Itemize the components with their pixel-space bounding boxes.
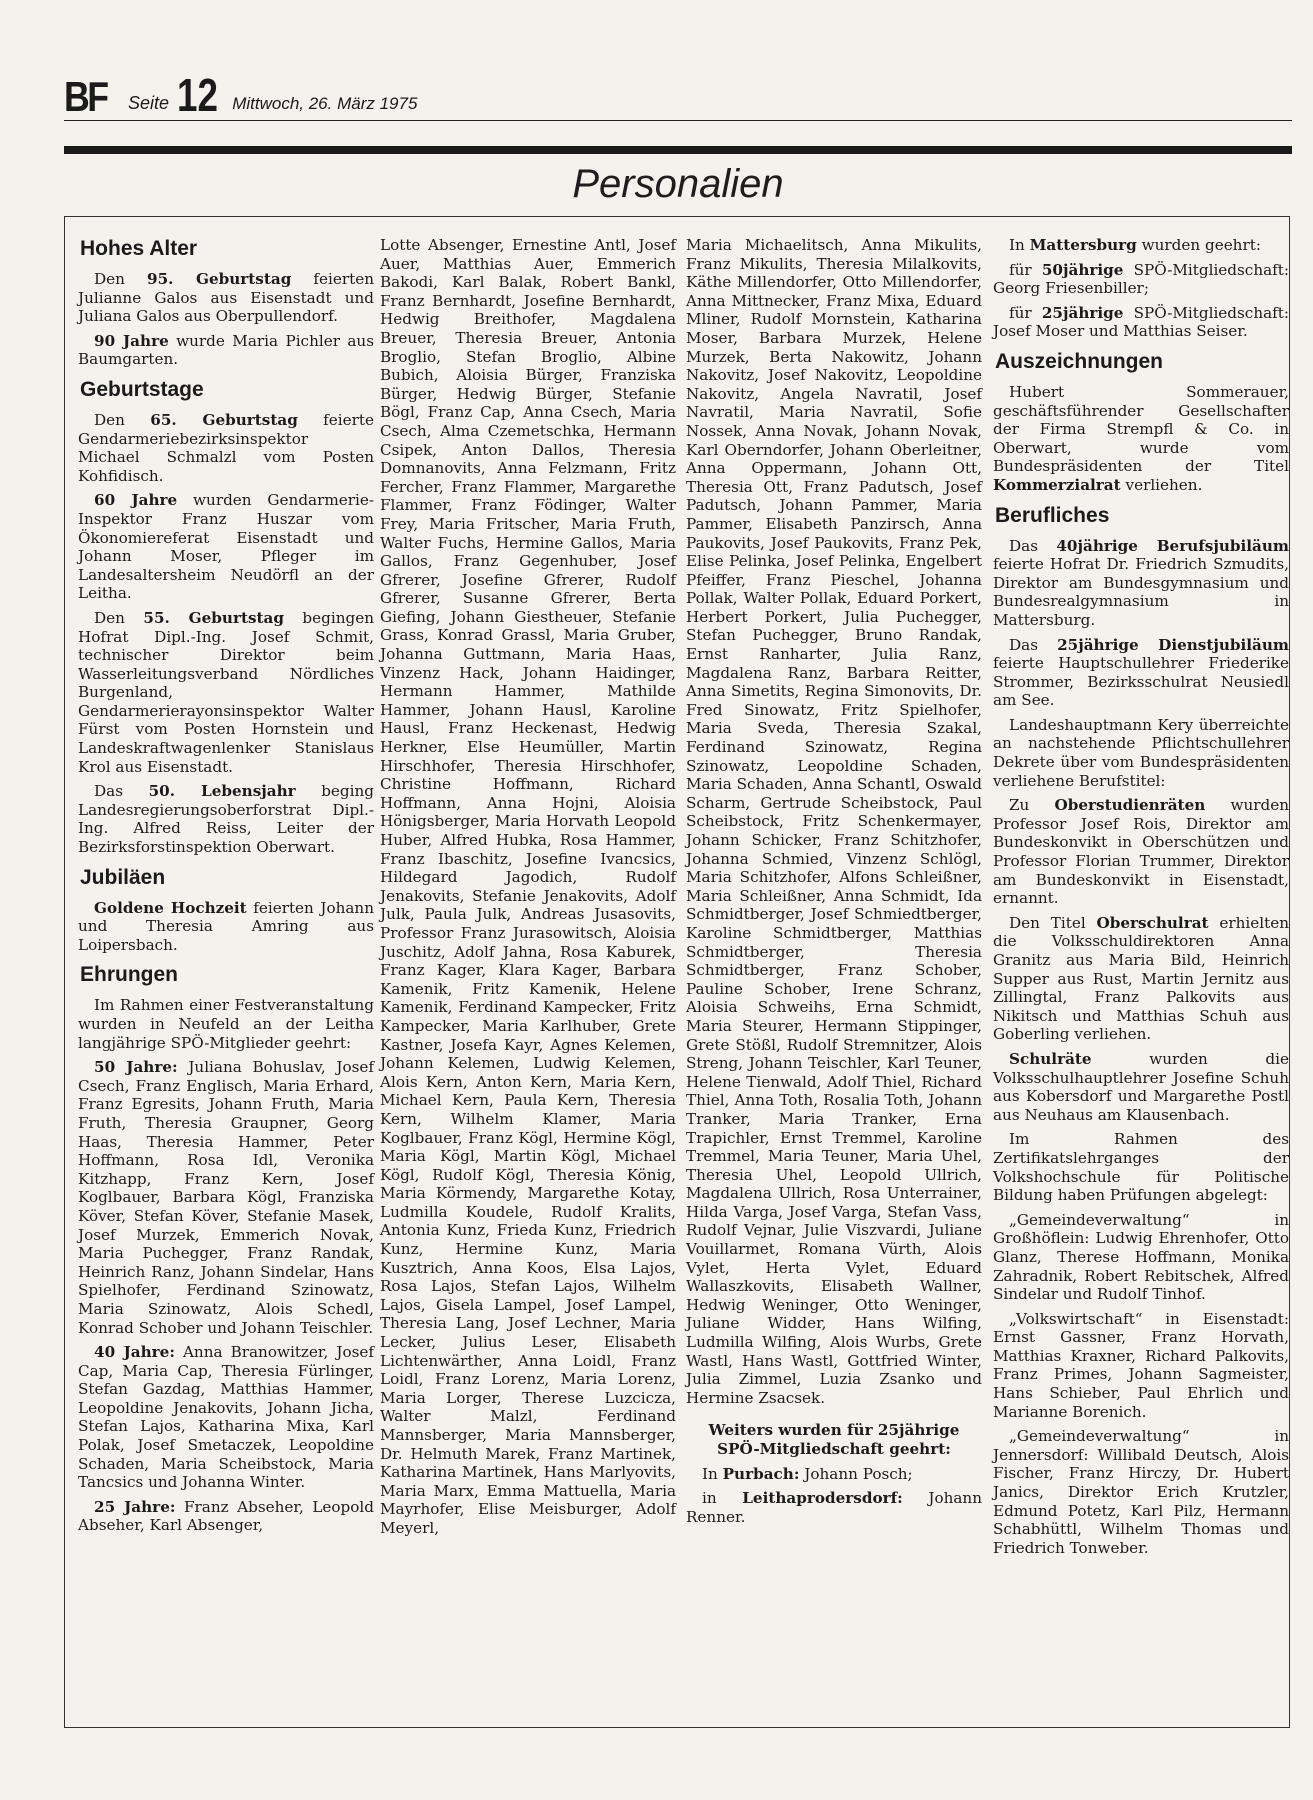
heading-jubilaeen: Jubiläen xyxy=(80,865,166,889)
paragraph xyxy=(993,383,1289,495)
text: In xyxy=(702,1464,723,1483)
bold-text: 50 Jahre: xyxy=(94,1058,178,1077)
text: SPÖ-Mitgliedschaft: Georg Friesenbiller; xyxy=(993,260,1289,298)
text: wurden Gendarmerie-Inspektor Franz Huszar vom Ökonomiereferat Eisenstadt und Johann Moser, Pfleger im Landesaltersheim Neudörfl an der Leitha. xyxy=(78,491,374,603)
text: Johann Posch; xyxy=(799,1464,913,1483)
paragraph: Landeshauptmann Kery überreichte an nachstehende Pflichtschullehrer Dekrete über vom Bundespräsidenten verliehene Berufstitel: xyxy=(993,715,1289,790)
paragraph xyxy=(78,782,374,856)
name-list: Lotte Absenger, Ernestine Antl, Josef Auer, Matthias Auer, Emmerich Bakodi, Karl Balak, Robert Bankl, Franz Bernhardt, Josefine Bernhardt, Hedwig Breithofer, Magdalena Breuer, Theresia Breuer, Antonia Broglio, Stefan Broglio, Albine Bubich, Aloisia Bürger, Franziska Bürger, Hedwig Bürger, Stefanie Bögl, Franz Cap, Anna Csech, Maria Csech, Alma Czemetschka, Hermann Csipek, Anton Dallos, Theresia Domnanovits, Anna Felzmann, Fritz Fercher, Franz Flammer, Margarethe Flammer, Franz Födinger, Walter Frey, Maria Fritscher, Maria Fruth, Walter Fuchs, Hermine Gallos, Maria Gallos, Franz Gegenhuber, Josef Gfrerer, Josefine Gfrerer, Rudolf Gfrerer, Susanne Gfrerer, Berta Giefing, Johann Giestheuer, Stefanie Grass, Konrad Grassl, Maria Gruber, Johanna Guttmann, Maria Haas, Vinzenz Hack, Johann Haidinger, Hermann Hammer, Mathilde Hammer, Johann Hausl, Karoline Hausl, Franz Heckenast, Hedwig Herkner, Else Heumüller, Martin Hirschhofer, Theresia Hirschhofer, Christine Hoffmann, Richard Hoffmann, Anna Hojni, Aloisia Hönigsberger, Maria Horvath Leopold Huber, Alfred Hubka, Rosa Hammer, Franz Ibaschitz, Josefine Ivancsics, Hildegard Jagodich, Rudolf Jenakovits, Stefanie Jenakovits, Adolf Julk, Paula Julk, Andreas Jusasovits, Professor Franz Jurasowitsch, Aloisia Juschitz, Adolf Jahna, Rosa Kaburek, Franz Kager, Klara Kager, Barbara Kamenik, Fritz Kamenik, Helene Kamenik, Ferdinand Kampecker, Fritz Kampecker, Maria Karlhuber, Grete Kastner, Josefa Kayr, Agnes Kelemen, Johann Kelemen, Ludwig Kelemen, Alois Kern, Anton Kern, Maria Kern, Michael Kern, Paula Kern, Theresia Kern, Wilhelm Klamer, Maria Koglbauer, Franz Kögl, Hermine Kögl, Maria Kögl, Martin Kögl, Michael Kögl, Rudolf Kögl, Theresia König, Maria Körmendy, Margarethe Kotay, Ludmilla Koudele, Rudolf Kralits, Antonia Kunz, Frieda Kunz, Friedrich Kunz, Hermine Kunz, Maria Kusztrich, Anna Koos, Elsa Lajos, Rosa Lajos, Stefan Lajos, Wilhelm Lajos, Gisela Lampel, Josef Lampel, Theresia Lang, Josef Lechner, Maria Lecker, Julius Leser, Elisabeth Lichtenwärther, Anna Loidl, Franz Loidl, Franz Lorenz, Maria Lorenz, Maria Lorger, Therese Luzcicza, Walter Malzl, Ferdinand Mannsberger, Maria Mannsberger, Dr. Helmuth Marek, Franz Martinek, Katharina Martinek, Hans Marlyovits, Maria Marx, Emma Mattuella, Maria Mayrhofer, Elise Meisburger, Adolf Meyerl, xyxy=(380,236,676,1537)
paragraph xyxy=(993,1050,1289,1124)
text: feierten Julianne Galos aus Eisenstadt und Juliana Galos aus Oberpullendorf. xyxy=(78,270,374,326)
paragraph xyxy=(993,304,1289,341)
column-2 xyxy=(380,236,676,1544)
text: feierte Gendarmeriebezirksinspektor Michael Schmalzl vom Posten Kohfidisch. xyxy=(78,410,374,485)
column-1 xyxy=(78,236,374,1541)
text: wurden Professor Josef Rois, Direktor am Bundeskonvikt in Oberschützen und Professor Florian Trummer, Direktor am Bundeskonvikt in Eisenstadt, ernannt. xyxy=(993,796,1289,908)
bold-text: 25 Jahre: xyxy=(94,1497,176,1516)
paragraph xyxy=(993,796,1289,908)
text: feierte Hauptschullehrer Friederike Strommer, Bezirksschulrat Neusiedl am See. xyxy=(993,654,1289,710)
bold-text: 65. Geburtstag xyxy=(150,410,298,429)
column-3 xyxy=(686,236,982,1532)
text: Hubert Sommerauer, geschäftsführender Gesellschafter der Firma Strempfl & Co. in Oberwart, wurde vom Bundespräsidenten der Titel xyxy=(993,382,1289,476)
text: Juliana Bohuslav, Josef Csech, Franz Englisch, Maria Erhard, Franz Egresits, Johann Fruth, Maria Fruth, Theresia Graupner, Georg Haas, Theresia Hammer, Peter Hoffmann, Rosa Idl, Veronika Kitzhapp, Franz Kern, Josef Koglbauer, Barbara Kögl, Franziska Köver, Stefan Köver, Stefanie Masek, Josef Murzek, Emmerich Novak, Maria Puchegger, Franz Randak, Heinrich Ranz, Johann Sindelar, Hans Spielhofer, Ferdinand Szinowatz, Maria Szinowatz, Alois Schedl, Konrad Schober und Johann Teischler. xyxy=(78,1058,375,1337)
paragraph xyxy=(993,636,1289,710)
text: In xyxy=(1009,236,1030,254)
paragraph xyxy=(686,1489,982,1526)
bold-text: Oberschulrat xyxy=(1096,913,1209,932)
text: Johann Renner. xyxy=(686,1489,982,1526)
text: wurde Maria Pichler aus Baumgarten. xyxy=(78,331,374,369)
bold-text: 50jährige xyxy=(1041,260,1124,279)
paragraph xyxy=(78,1343,374,1492)
text: für xyxy=(1009,303,1042,322)
bold-text: Schulräte xyxy=(1009,1049,1092,1068)
bold-text: Mattersburg xyxy=(1029,236,1137,254)
bold-text: Leithaprodersdorf: xyxy=(742,1489,903,1508)
paragraph xyxy=(78,899,374,955)
issue-date: Mittwoch, 26. März 1975 xyxy=(232,94,418,113)
paragraph xyxy=(78,1498,374,1535)
page-number: 12 xyxy=(177,69,218,121)
name-list: Maria Michaelitsch, Anna Mikulits, Franz Mikulits, Theresia Milalkovits, Käthe Millendorfer, Otto Millendorfer, Anna Mittnecker, Franz Mixa, Eduard Mliner, Rudolf Mornstein, Katharina Moser, Barbara Murzek, Helene Murzek, Berta Nakowitz, Johann Nakovitz, Josef Nakovitz, Leopoldine Nakovitz, Angela Navratil, Josef Navratil, Maria Navratil, Sofie Nossek, Anna Novak, Johann Novak, Karl Oberndorfer, Johann Oberleitner, Anna Oppermann, Johann Ott, Theresia Ott, Franz Padutsch, Josef Padutsch, Johann Pammer, Maria Pammer, Elisabeth Panzirsch, Anna Paukovits, Josef Paukovits, Franz Pek, Elise Pelinka, Josef Pelinka, Engelbert Pfeiffer, Franz Pieschel, Johanna Pollak, Walter Pollak, Eduard Porkert, Herbert Porkert, Julia Puchegger, Stefan Puchegger, Bruno Randak, Ernst Ranharter, Julia Ranz, Magdalena Ranz, Barbara Reitter, Anna Simetits, Regina Simonovits, Dr. Fred Sinowatz, Fritz Spielhofer, Maria Sveda, Theresia Szakal, Ferdinand Szinowatz, Regina Szinowatz, Leopoldine Schaden, Maria Schaden, Anna Schantl, Oswald Scharm, Gertrude Scheibstock, Paul Scheibstock, Fritz Schenkermayer, Johann Schicker, Franz Schitzhofer, Johanna Schmied, Vinzenz Schlögl, Maria Schitzhofer, Alfons Schleißner, Maria Schleißner, Anna Schmidt, Ida Schmidtberger, Josef Schmiedtberger, Karoline Schmidtberger, Matthias Schmidtberger, Theresia Schmidtberger, Franz Schober, Pauline Schober, Irene Schranz, Aloisia Schweihs, Erna Schmidt, Maria Steurer, Hermann Stippinger, Grete Stößl, Rudolf Stremnitzer, Alois Streng, Johann Teischler, Karl Teuner, Helene Tienwald, Adolf Thiel, Richard Thiel, Anna Toth, Rosalia Toth, Johann Tranker, Maria Tranker, Erna Trapichler, Ernst Tremmel, Karoline Tremmel, Maria Teuner, Maria Uhel, Theresia Uhel, Leopold Ullrich, Magdalena Ullrich, Rosa Unterrainer, Hilda Varga, Josef Varga, Stefan Vass, Rudolf Vejnar, Julie Viszvardi, Juliane Vouillarmet, Romana Vürth, Alois Vylet, Herta Vylet, Eduard Wallaszkovits, Elisabeth Wallner, Hedwig Weninger, Otto Weninger, Juliane Widder, Hans Wilfing, Ludmilla Wilfing, Alois Wurbs, Grete Wastl, Hans Wastl, Gottfried Winter, Julia Zimmel, Luzia Zsanko und Hermine Zsacsek. xyxy=(686,236,982,1407)
text: wurden die Volksschulhauptlehrer Josefine Schuh aus Kobersdorf und Margarethe Postl aus Neuhaus am Klausenbach. xyxy=(993,1049,1289,1124)
paragraph: „Gemeindeverwaltung“ in Großhöflein: Ludwig Ehrenhofer, Otto Glanz, Therese Hoffmann, Monika Zahradnik, Robert Rebitschek, Alfred Sindelar und Rudolf Tinhof. xyxy=(993,1210,1289,1304)
text: Anna Branowitzer, Josef Cap, Maria Cap, Theresia Fürlinger, Stefan Gazdag, Matthias Hammer, Leopoldine Jenakovits, Johann Jicha, Stefan Lajos, Katharina Mixa, Karl Polak, Josef Smetaczek, Leopoldine Schaden, Maria Scheibstock, Maria Tancsics und Johanna Winter. xyxy=(78,1343,374,1492)
bold-text: 60 Jahre xyxy=(94,491,178,510)
paragraph: „Volkswirtschaft“ in Eisenstadt: Ernst Gassner, Franz Horvath, Matthias Kraxner, Richard Palkovits, Franz Primes, Johann Sagmeister, Hans Schieber, Paul Ehrlich und Marianne Borenich. xyxy=(993,1309,1289,1421)
text: in xyxy=(702,1489,743,1508)
text: Den Titel xyxy=(1009,913,1097,932)
bold-text: Oberstudienräten xyxy=(1054,796,1206,815)
text: Den xyxy=(94,270,148,288)
paragraph xyxy=(78,270,374,326)
text: Das xyxy=(1009,635,1058,654)
bold-text: 50. Lebensjahr xyxy=(148,782,296,801)
paragraph xyxy=(686,1465,982,1484)
text: begingen Hofrat Dipl.-Ing. Josef Schmit, technischer Direktor beim Wasserleitungsverband Nördliches Burgenland, Gendarmerierayonsinspektor Walter Fürst vom Posten Hornstein und Landeskraftwagenlenker Stanislaus Krol aus Eisenstadt. xyxy=(78,608,374,776)
newspaper-logo: BF xyxy=(64,73,107,120)
text: feierten Johann und Theresia Amring aus Loipersbach. xyxy=(78,898,374,954)
section-title: Personalien xyxy=(572,162,784,206)
masthead xyxy=(64,58,1294,121)
text: Den xyxy=(94,608,144,627)
text: Franz Abseher, Leopold Abseher, Karl Absenger, xyxy=(78,1497,374,1535)
paragraph xyxy=(78,411,374,485)
text: verliehen. xyxy=(1120,475,1203,494)
text: Zu xyxy=(1009,796,1055,815)
paragraph xyxy=(993,537,1289,630)
bold-text: Goldene Hochzeit xyxy=(94,898,247,917)
paragraph: Im Rahmen des Zertifikatslehrganges der Volkshochschule für Politische Bildung haben Prüfungen abgelegt: xyxy=(993,1130,1289,1205)
text: Das xyxy=(1009,536,1057,555)
paragraph xyxy=(78,1058,374,1337)
text: Den xyxy=(94,410,151,429)
paragraph xyxy=(78,491,374,603)
column-4 xyxy=(993,236,1289,1563)
paragraph xyxy=(993,236,1289,255)
bold-text: 25jährige Dienstjubiläum xyxy=(1057,635,1290,654)
bold-text: 55. Geburtstag xyxy=(143,608,285,627)
text: für xyxy=(1009,260,1042,279)
text: beging Landesregierungsoberforstrat Dipl.-Ing. Alfred Reiss, Leiter der Bezirksforstinspektion Oberwart. xyxy=(78,782,374,857)
text: feierte Hofrat Dr. Friedrich Szmudits, Direktor am Bundesgymnasium und Bundesrealgymnasium in Mattersburg. xyxy=(993,555,1289,629)
masthead-rule xyxy=(64,120,1292,121)
heading-hohes-alter: Hohes Alter xyxy=(80,237,198,260)
bold-text: 40 Jahre: xyxy=(94,1343,175,1362)
subheading-weiters: Weiters wurden für 25jährige SPÖ-Mitgliedschaft geehrt: xyxy=(708,1421,960,1458)
bold-text: 95. Geburtstag xyxy=(147,270,292,288)
bold-text: 90 Jahre xyxy=(94,331,169,350)
bold-text: Purbach: xyxy=(722,1464,800,1483)
page-label: Seite xyxy=(128,93,170,113)
paragraph: Im Rahmen einer Festveranstaltung wurden in Neufeld an der Leitha langjährige SPÖ-Mitglieder geehrt: xyxy=(78,996,374,1052)
text: wurden geehrt: xyxy=(1136,236,1261,254)
bold-text: 25jährige xyxy=(1041,303,1124,322)
heading-auszeichnungen: Auszeichnungen xyxy=(995,349,1164,373)
text: Das xyxy=(94,782,149,801)
section-rule xyxy=(64,146,1292,154)
paragraph xyxy=(993,261,1289,298)
bold-text: Kommerzialrat xyxy=(993,475,1121,494)
paragraph xyxy=(78,332,374,369)
paragraph xyxy=(78,609,374,776)
paragraph xyxy=(993,914,1289,1044)
heading-berufliches: Berufliches xyxy=(995,503,1110,527)
bold-text: 40jährige Berufsjubiläum xyxy=(1056,536,1289,555)
heading-ehrungen: Ehrungen xyxy=(80,963,178,987)
paragraph: „Gemeindeverwaltung“ in Jennersdorf: Willibald Deutsch, Alois Fischer, Franz Hirczy, Dr. Hubert Janics, Direktor Erich Krutzler, Edmund Potetz, Karl Pilz, Hermann Schabhüttl, Wilhelm Thomas und Friedrich Tonweber. xyxy=(993,1427,1289,1557)
text: SPÖ-Mitgliedschaft: Josef Moser und Matthias Seiser. xyxy=(993,303,1289,341)
text: erhielten die Volksschuldirektoren Anna Granitz aus Maria Bild, Heinrich Supper aus Rust, Martin Jernitz aus Zillingtal, Franz Palkovits aus Nikitsch und Matthias Schuh aus Goberling verliehen. xyxy=(993,913,1289,1044)
heading-geburtstage: Geburtstage xyxy=(80,377,204,401)
